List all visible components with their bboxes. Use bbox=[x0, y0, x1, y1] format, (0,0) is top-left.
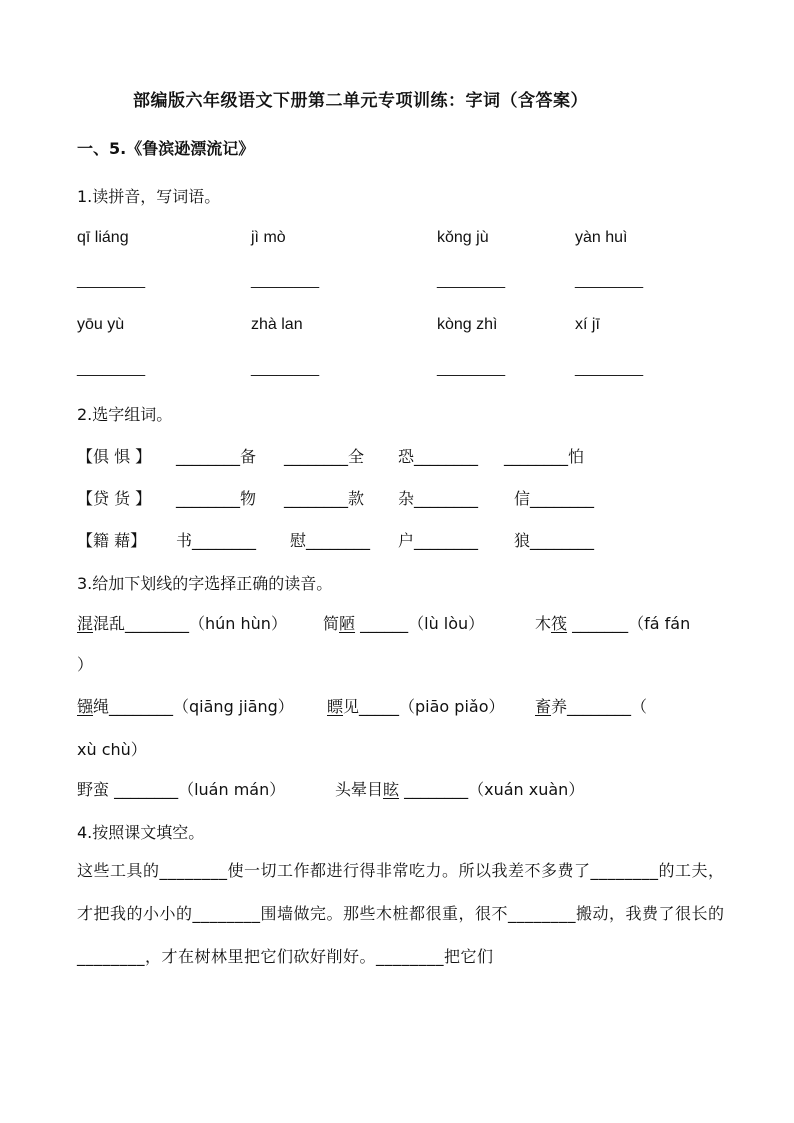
page-title: 部编版六年级语文下册第二单元专项训练：字词（含答案） bbox=[133, 91, 588, 111]
word-blank[interactable]: 信________ bbox=[514, 489, 595, 508]
pronunciation-text: 混乱________（hún hùn） bbox=[93, 614, 287, 633]
word-blank[interactable]: 慰________ bbox=[290, 531, 371, 550]
underlined-char: 瞟 bbox=[327, 697, 344, 716]
pinyin-item: jì mò bbox=[251, 229, 286, 246]
word-blank[interactable]: ________物 bbox=[176, 489, 257, 508]
word-blank[interactable]: 恐________ bbox=[398, 447, 479, 466]
answer-blank[interactable]: ________ bbox=[77, 360, 146, 377]
underlined-char: 镪 bbox=[77, 697, 94, 716]
pinyin-item: kǒng jù bbox=[437, 229, 489, 246]
char-group: 【籍 藉】 bbox=[77, 531, 147, 550]
char-group: 【俱 惧 】 bbox=[77, 447, 152, 466]
word-blank[interactable]: ________款 bbox=[284, 489, 365, 508]
word-blank[interactable]: 户________ bbox=[398, 531, 479, 550]
wrapped-pinyin: xù chù） bbox=[77, 740, 147, 759]
pronunciation-item[interactable]: 瞟见_____（piāo piǎo） bbox=[327, 697, 505, 716]
fill-in-paragraph[interactable]: 这些工具的________使一切工作都进行得非常吃力。所以我差不多费了________的工夫，才把我的小小的________围墙做完。那些木桩都很重，很不________搬动，我费了很长的________，才在树林里把它们砍好削好。________把它们 bbox=[77, 861, 725, 966]
wrapped-bracket: ） bbox=[77, 655, 94, 674]
question-4-label: 4.按照课文填空。 bbox=[77, 823, 205, 842]
pinyin-item: zhà lan bbox=[251, 316, 303, 333]
char-group: 【贷 货 】 bbox=[77, 489, 152, 508]
answer-blank[interactable]: ________ bbox=[251, 360, 320, 377]
pronunciation-item[interactable] bbox=[77, 611, 287, 634]
pronunciation-item[interactable]: 头晕目眩 ________（xuán xuàn） bbox=[335, 780, 585, 799]
answer-blank[interactable]: ________ bbox=[251, 272, 320, 289]
question-1-label: 1.读拼音，写词语。 bbox=[77, 187, 221, 206]
underlined-char: 陋 bbox=[339, 614, 356, 633]
word-blank[interactable]: 书________ bbox=[176, 531, 257, 550]
word-blank[interactable]: ________全 bbox=[284, 447, 365, 466]
answer-blank[interactable]: ________ bbox=[575, 360, 644, 377]
word-blank[interactable]: ________备 bbox=[176, 447, 257, 466]
question-3-label: 3.给加下划线的字选择正确的读音。 bbox=[77, 574, 333, 593]
pronunciation-item[interactable]: 畜养________（ bbox=[535, 697, 648, 716]
underlined-char: 畜 bbox=[535, 697, 552, 716]
pinyin-item: yōu yù bbox=[77, 316, 125, 333]
pinyin-item: yàn huì bbox=[575, 229, 628, 246]
section-heading: 一、5.《鲁滨逊漂流记》 bbox=[77, 139, 255, 158]
underlined-char: 混 bbox=[77, 614, 94, 633]
word-blank[interactable]: 狼________ bbox=[514, 531, 595, 550]
answer-blank[interactable]: ________ bbox=[437, 360, 506, 377]
question-2-label: 2.选字组词。 bbox=[77, 405, 173, 424]
answer-blank[interactable]: ________ bbox=[437, 272, 506, 289]
pinyin-item: xí jī bbox=[575, 316, 600, 333]
pronunciation-item[interactable]: 简陋 ______（lù lòu） bbox=[323, 614, 485, 633]
answer-blank[interactable]: ________ bbox=[575, 272, 644, 289]
underlined-char: 眩 bbox=[383, 780, 400, 799]
pronunciation-item[interactable]: 镪绳________（qiāng jiāng） bbox=[77, 697, 294, 716]
word-blank[interactable]: 杂________ bbox=[398, 489, 479, 508]
pinyin-item: kòng zhì bbox=[437, 316, 498, 333]
pinyin-item: qī liáng bbox=[77, 229, 129, 246]
pronunciation-item[interactable]: 木筏 _______（fá fán bbox=[535, 614, 691, 633]
pronunciation-item[interactable]: 野蛮 ________（luán mán） bbox=[77, 780, 286, 799]
answer-blank[interactable]: ________ bbox=[77, 272, 146, 289]
word-blank[interactable]: ________怕 bbox=[504, 447, 585, 466]
underlined-char: 筏 bbox=[551, 614, 568, 633]
